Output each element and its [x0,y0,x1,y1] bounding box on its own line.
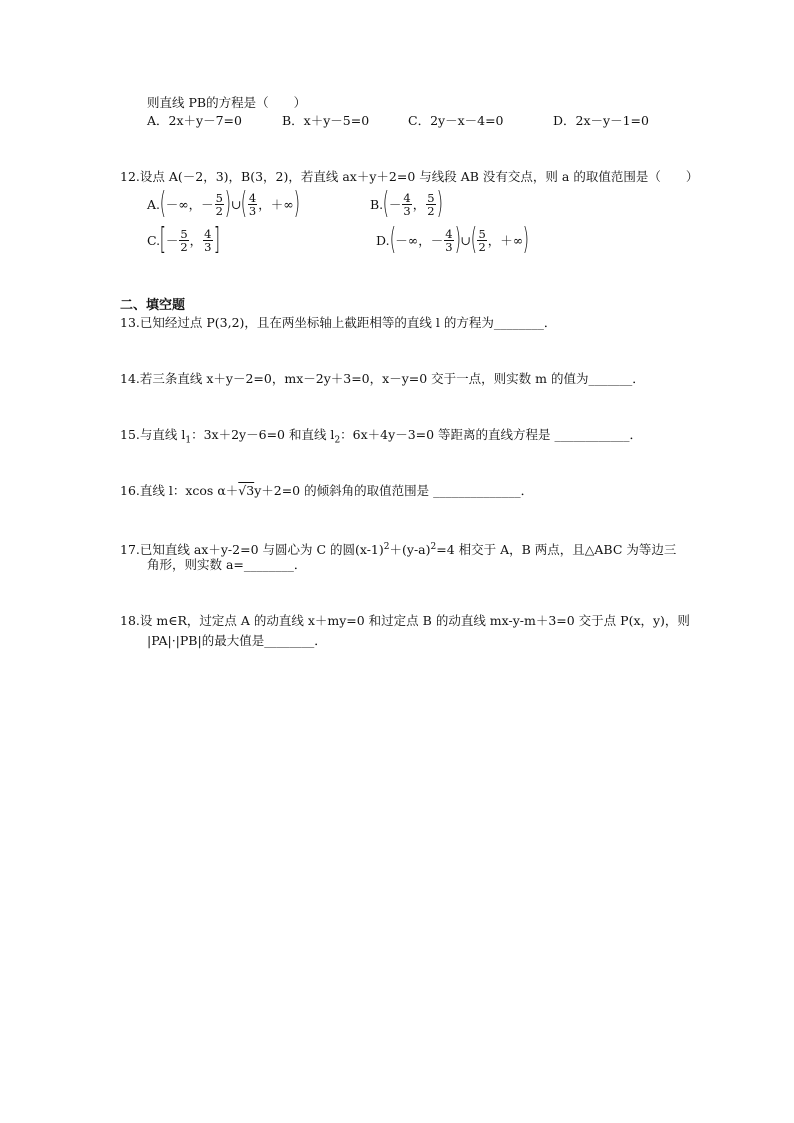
q15-part-b: ：3x＋2y－6=0 和直线 l [191,427,335,442]
left-bracket: [ [159,222,167,257]
denominator: 2 [180,239,188,254]
q14-text: 14.若三条直线 x＋y－2=0，mx－2y＋3=0，x－y=0 交于一点，则实数 m 的值为_______． [120,371,645,386]
q11-option-d: D．2x－y－1=0 [553,113,649,128]
fraction [179,228,188,253]
minus-sign: － [165,233,179,248]
denominator: 2 [427,203,435,218]
q13-text: 13.已知经过点 P(3,2)，且在两坐标轴上截距相等的直线 l 的方程为________． [120,315,557,330]
q17-part-c: =4 相交于 A，B 两点，且△ABC 为等边三 [436,542,677,558]
q16-part-a: 16.直线 l：xcos α＋ [120,483,239,498]
q15-part-a: 15.与直线 l [120,427,186,442]
interval-lower: －∞，－ [395,233,444,248]
q17-part-b: ＋(y-a) [389,542,431,558]
q11-option-a: A．2x＋y－7=0 [147,113,242,128]
option-label: A. [147,196,161,212]
q16-text [120,482,533,500]
interval-lower: －∞，－ [165,197,214,212]
q11-option-b: B．x＋y－5=0 [282,113,370,128]
option-label: C. [147,232,161,248]
superscript: 2 [383,542,390,552]
left-paren: ( [159,186,167,221]
q17-line2: 角形，则实数 a=________． [147,557,307,572]
numerator: 4 [403,190,411,205]
right-paren: ) [293,186,300,221]
q18-line1: 18.设 m∈R，过定点 A 的动直线 x＋my=0 和过定点 B 的动直线 mx-y-m＋3=0 交于点 P(x，y)，则 [120,613,690,628]
q15-part-c: ：6x＋4y－3=0 等距离的直线方程是 ____________． [340,427,643,442]
denominator: 3 [445,239,453,254]
fraction [248,192,257,217]
denominator: 2 [478,239,486,254]
q16-part-b: y＋2=0 的倾斜角的取值范围是 ______________． [254,483,534,498]
numerator: 5 [215,190,223,205]
numerator: 4 [445,226,453,241]
union-symbol: ∪ [230,196,242,212]
q11-stem: 则直线 PB的方程是（ ） [147,95,307,110]
denominator: 2 [215,203,223,218]
q12-option-b [370,184,442,224]
right-paren: ) [522,222,530,257]
fraction [402,192,411,217]
right-paren: ) [224,186,232,221]
q11-option-c: C．2y－x－4=0 [408,113,504,128]
fraction [426,192,435,217]
numerator: 4 [248,190,257,205]
numerator: 5 [180,226,188,241]
fraction [215,192,224,217]
subscript: 1 [185,435,192,446]
q17-part-a: 17.已知直线 ax＋y-2=0 与圆心为 C 的圆(x-1) [120,542,384,558]
denominator: 3 [204,239,212,254]
option-label: B. [370,196,384,212]
sqrt-three: √3 [238,483,255,498]
denominator: 3 [403,203,411,218]
interval-upper: ，＋∞ [258,197,294,212]
q18-line2: |PA|·|PB|的最大值是________． [147,633,327,648]
fraction [444,228,453,253]
q12-option-d [376,220,529,260]
right-paren: ) [454,222,461,257]
numerator: 5 [478,226,486,241]
subscript: 2 [334,435,341,446]
q12-option-c [147,220,219,260]
right-bracket: ] [213,222,220,257]
left-paren: ( [389,222,396,257]
left-paren: ( [470,222,477,257]
union-symbol: ∪ [460,232,471,248]
numerator: 4 [204,226,212,241]
numerator: 5 [427,190,435,205]
section-title: 二、填空题 [120,298,186,313]
superscript: 2 [430,542,437,552]
right-paren: ) [436,186,443,221]
left-paren: ( [240,186,248,221]
fraction [203,228,212,253]
fraction [477,228,486,253]
denominator: 3 [248,203,257,218]
separator: ， [412,197,426,212]
q12-option-a [147,184,299,224]
separator: ， [189,233,203,248]
interval-upper: ，＋∞ [487,233,524,248]
option-label: D. [376,232,390,248]
left-paren: ( [382,186,390,221]
q15-text [120,426,642,450]
minus-sign: － [388,197,402,212]
q12-stem: 12.设点 A(－2，3)，B(3，2)，若直线 ax＋y＋2=0 与线段 AB 没有交点，则 a 的取值范围是（ ） [120,169,699,184]
